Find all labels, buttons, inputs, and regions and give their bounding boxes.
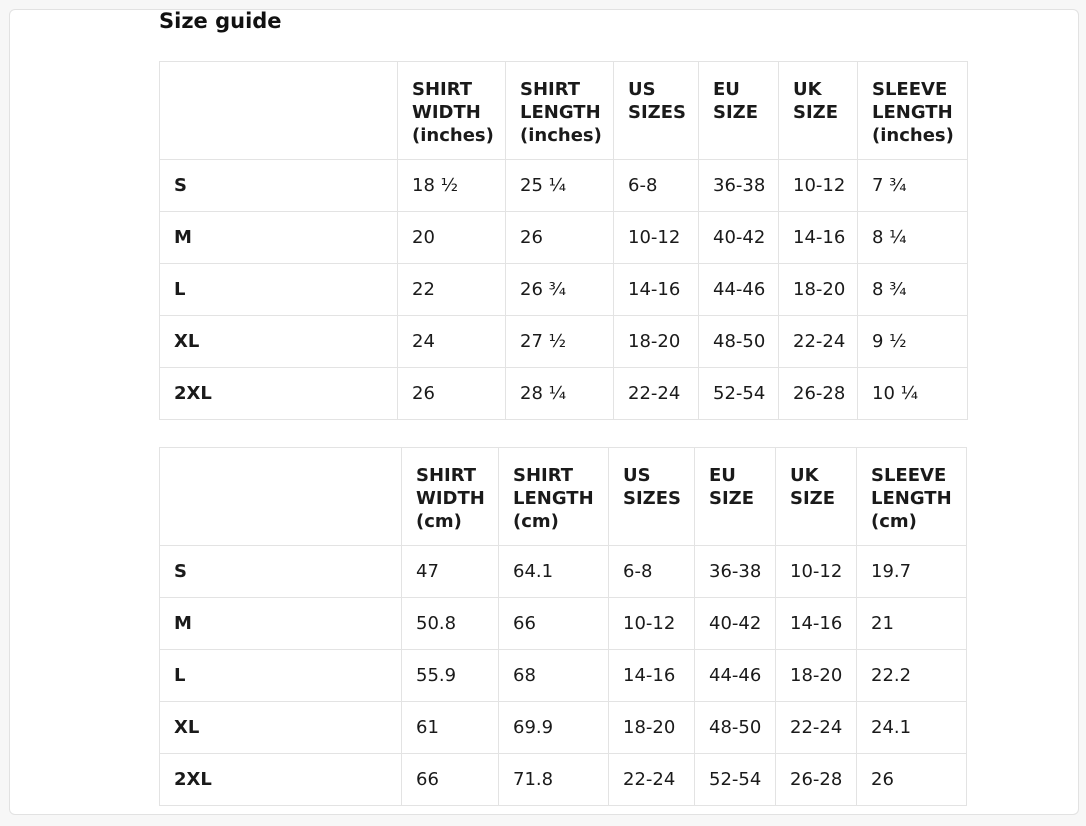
column-header: EU SIZE <box>699 62 779 160</box>
cm-table-container <box>159 447 952 817</box>
table-row <box>160 212 968 264</box>
table-cell: 8 ¼ <box>858 212 968 264</box>
size-label-cell: L <box>160 650 402 702</box>
column-header: SHIRT WIDTH (cm) <box>402 448 499 546</box>
table-cell: 10-12 <box>779 160 858 212</box>
size-label-cell: L <box>160 264 398 316</box>
table-cell: 22-24 <box>609 754 695 806</box>
column-header: UK SIZE <box>776 448 857 546</box>
table-cell: 24.1 <box>857 702 967 754</box>
size-guide-card <box>9 9 1079 815</box>
size-label-cell: M <box>160 598 402 650</box>
column-header: US SIZES <box>609 448 695 546</box>
table-cell: 36-38 <box>699 160 779 212</box>
table-cell: 6-8 <box>614 160 699 212</box>
table-cell: 18-20 <box>614 316 699 368</box>
table-cell: 20 <box>398 212 506 264</box>
header-empty-cell <box>160 62 398 160</box>
size-table-cm <box>159 447 967 806</box>
table-cell: 6-8 <box>609 546 695 598</box>
table-row <box>160 702 967 754</box>
table-cell: 18-20 <box>779 264 858 316</box>
table-cell: 22-24 <box>614 368 699 420</box>
table-cell: 36-38 <box>695 546 776 598</box>
column-header: SLEEVE LENGTH (inches) <box>858 62 968 160</box>
size-label-cell: M <box>160 212 398 264</box>
table-cell: 68 <box>499 650 609 702</box>
table-cell: 22-24 <box>779 316 858 368</box>
table-cell: 71.8 <box>499 754 609 806</box>
table-row <box>160 316 968 368</box>
table-cell: 25 ¼ <box>506 160 614 212</box>
table-cell: 48-50 <box>695 702 776 754</box>
table-cell: 52-54 <box>695 754 776 806</box>
table-cell: 18 ½ <box>398 160 506 212</box>
column-header: US SIZES <box>614 62 699 160</box>
table-cell: 47 <box>402 546 499 598</box>
column-header: SHIRT WIDTH (inches) <box>398 62 506 160</box>
table-cell: 9 ½ <box>858 316 968 368</box>
size-label-cell: XL <box>160 316 398 368</box>
table-cell: 22 <box>398 264 506 316</box>
table-cell: 50.8 <box>402 598 499 650</box>
table-cell: 61 <box>402 702 499 754</box>
table-cell: 10 ¼ <box>858 368 968 420</box>
table-cell: 26 <box>857 754 967 806</box>
table-cell: 22.2 <box>857 650 967 702</box>
table-cell: 52-54 <box>699 368 779 420</box>
table-cell: 26 ¾ <box>506 264 614 316</box>
table-cell: 44-46 <box>699 264 779 316</box>
table-cell: 48-50 <box>699 316 779 368</box>
table-cell: 27 ½ <box>506 316 614 368</box>
table-cell: 26-28 <box>779 368 858 420</box>
table-row <box>160 754 967 806</box>
size-label-cell: 2XL <box>160 368 398 420</box>
table-cell: 22-24 <box>776 702 857 754</box>
table-cell: 18-20 <box>609 702 695 754</box>
table-cell: 8 ¾ <box>858 264 968 316</box>
size-label-cell: 2XL <box>160 754 402 806</box>
table-header-row <box>160 448 967 546</box>
table-cell: 14-16 <box>609 650 695 702</box>
table-cell: 26-28 <box>776 754 857 806</box>
column-header: SHIRT LENGTH (inches) <box>506 62 614 160</box>
table-cell: 26 <box>506 212 614 264</box>
size-label-cell: S <box>160 160 398 212</box>
table-cell: 55.9 <box>402 650 499 702</box>
size-label-cell: XL <box>160 702 402 754</box>
table-cell: 24 <box>398 316 506 368</box>
header-empty-cell <box>160 448 402 546</box>
table-row <box>160 650 967 702</box>
table-cell: 10-12 <box>609 598 695 650</box>
table-row <box>160 546 967 598</box>
table-cell: 14-16 <box>779 212 858 264</box>
table-cell: 14-16 <box>614 264 699 316</box>
table-cell: 18-20 <box>776 650 857 702</box>
table-row <box>160 264 968 316</box>
table-cell: 7 ¾ <box>858 160 968 212</box>
table-cell: 19.7 <box>857 546 967 598</box>
table-cell: 40-42 <box>695 598 776 650</box>
table-row <box>160 368 968 420</box>
table-cell: 26 <box>398 368 506 420</box>
inches-table-container <box>159 61 954 421</box>
column-header: EU SIZE <box>695 448 776 546</box>
table-row <box>160 598 967 650</box>
table-header-row <box>160 62 968 160</box>
table-cell: 10-12 <box>614 212 699 264</box>
table-cell: 66 <box>499 598 609 650</box>
table-cell: 14-16 <box>776 598 857 650</box>
table-cell: 44-46 <box>695 650 776 702</box>
table-cell: 64.1 <box>499 546 609 598</box>
table-cell: 21 <box>857 598 967 650</box>
table-cell: 66 <box>402 754 499 806</box>
table-cell: 69.9 <box>499 702 609 754</box>
size-label-cell: S <box>160 546 402 598</box>
column-header: SLEEVE LENGTH (cm) <box>857 448 967 546</box>
table-row <box>160 160 968 212</box>
table-cell: 28 ¼ <box>506 368 614 420</box>
table-cell: 40-42 <box>699 212 779 264</box>
table-cell: 10-12 <box>776 546 857 598</box>
column-header: SHIRT LENGTH (cm) <box>499 448 609 546</box>
size-table-inches <box>159 61 968 420</box>
column-header: UK SIZE <box>779 62 858 160</box>
page-title: Size guide <box>159 9 282 33</box>
